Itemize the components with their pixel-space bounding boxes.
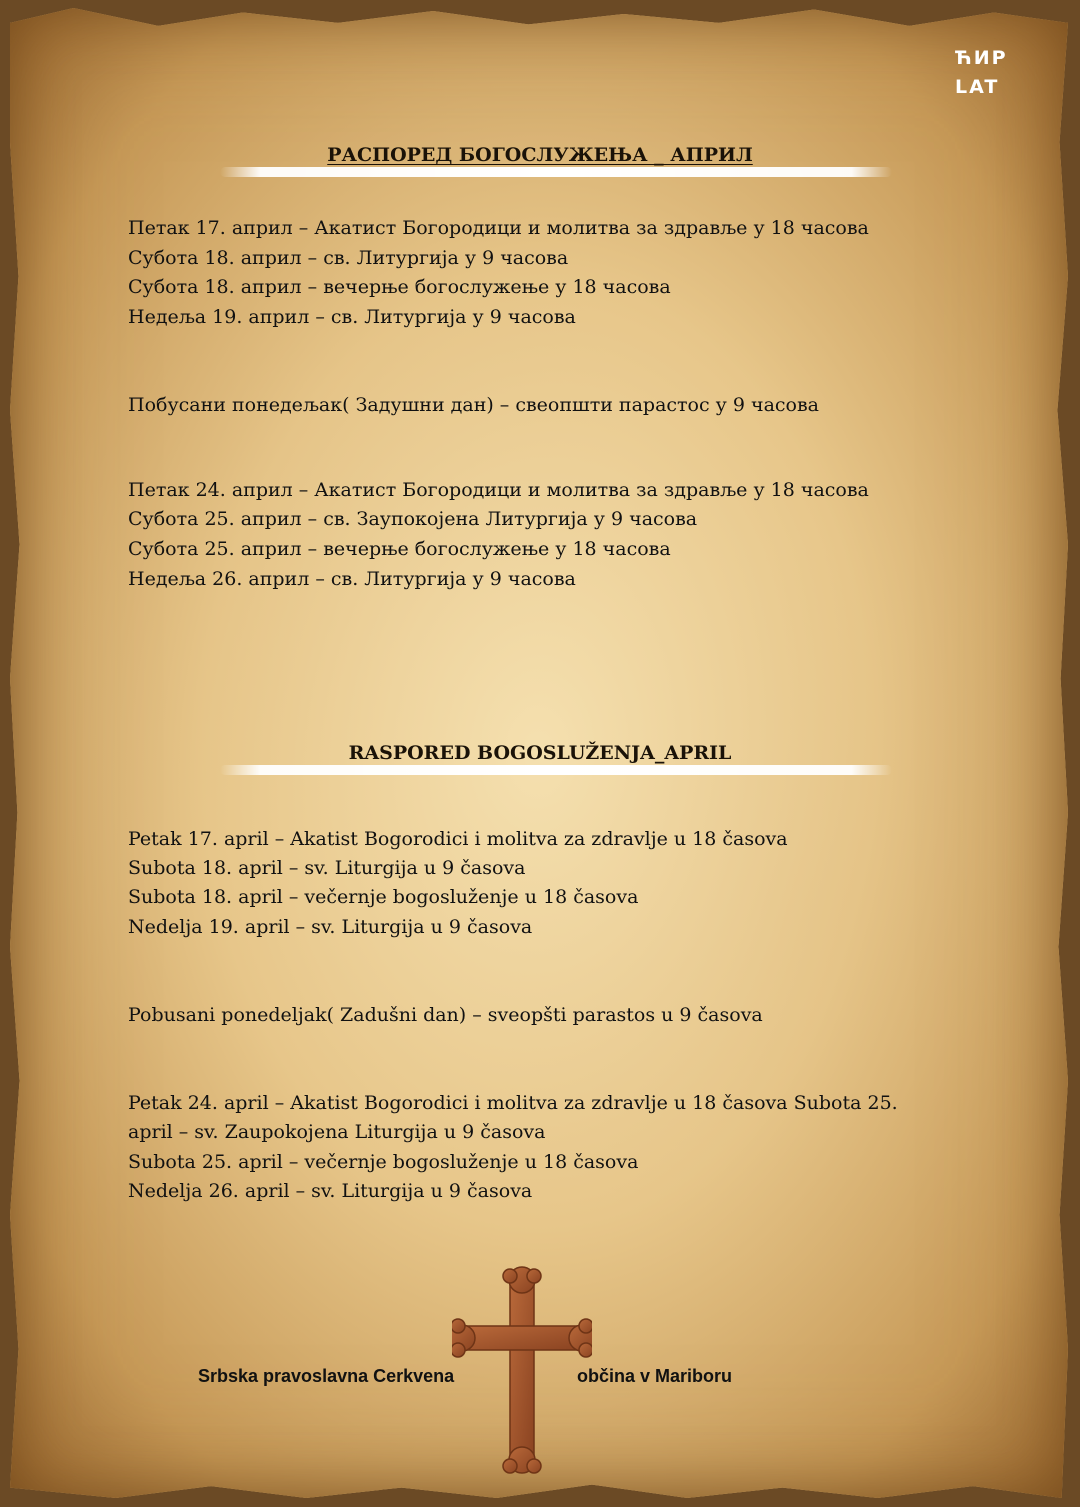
heading-brush-divider: [220, 167, 892, 177]
schedule-line: Петак 24. април – Акатист Богородици и молитва за здравље у 18 часова: [128, 479, 869, 501]
footer-text-right: občina v Mariboru: [577, 1366, 733, 1386]
footer-text-left: Srbska pravoslavna Cerkvena: [198, 1366, 455, 1386]
schedule-line: Nedelja 19. april – sv. Liturgija u 9 časova: [128, 916, 533, 938]
schedule-line: Субота 25. април – вечерње богослужење у 18 часова: [128, 538, 671, 560]
lang-latin-link[interactable]: LAT: [955, 76, 1000, 98]
schedule-line: Субота 25. април – св. Заупокојена Литургија у 9 часова: [128, 508, 698, 530]
schedule-line: Недеља 19. април – св. Литургија у 9 часова: [128, 306, 576, 328]
orthodox-cross-icon: [452, 1266, 592, 1476]
schedule-line: Петак 17. април – Акатист Богородици и молитва за здравље у 18 часова: [128, 217, 869, 239]
cyrillic-heading: РАСПОРЕД БОГОСЛУЖЕЊА _ АПРИЛ: [327, 144, 753, 166]
latin-heading: RASPORED BOGOSLUŽENJA_APRIL: [348, 742, 732, 764]
schedule-line: Pobusani ponedeljak( Zadušni dan) – sveopšti parastos u 9 časova: [128, 1004, 763, 1026]
schedule-line: Субота 18. април – св. Литургија у 9 часова: [128, 247, 569, 269]
schedule-line: Побусани понедељак( Задушни дан) – свеопшти парастос у 9 часова: [128, 394, 820, 416]
schedule-line: Subota 25. april – večernje bogosluženje u 18 časova: [128, 1151, 639, 1173]
schedule-line: april – sv. Zaupokojena Liturgija u 9 časova: [128, 1121, 546, 1143]
schedule-line: Subota 18. april – večernje bogosluženje u 18 časova: [128, 886, 639, 908]
lang-cyrillic-link[interactable]: ЋИР: [955, 47, 1008, 69]
schedule-line: Subota 18. april – sv. Liturgija u 9 časova: [128, 857, 526, 879]
schedule-line: Nedelja 26. april – sv. Liturgija u 9 časova: [128, 1180, 533, 1202]
language-switch: [955, 44, 1008, 102]
schedule-line: Petak 24. april – Akatist Bogorodici i molitva za zdravlje u 18 časova Subota 25.: [128, 1092, 898, 1114]
schedule-line: Petak 17. april – Akatist Bogorodici i molitva za zdravlje u 18 časova: [128, 828, 788, 850]
schedule-line: Субота 18. април – вечерње богослужење у 18 часова: [128, 276, 671, 298]
schedule-line: Недеља 26. април – св. Литургија у 9 часова: [128, 568, 576, 590]
heading-brush-divider: [220, 765, 892, 775]
